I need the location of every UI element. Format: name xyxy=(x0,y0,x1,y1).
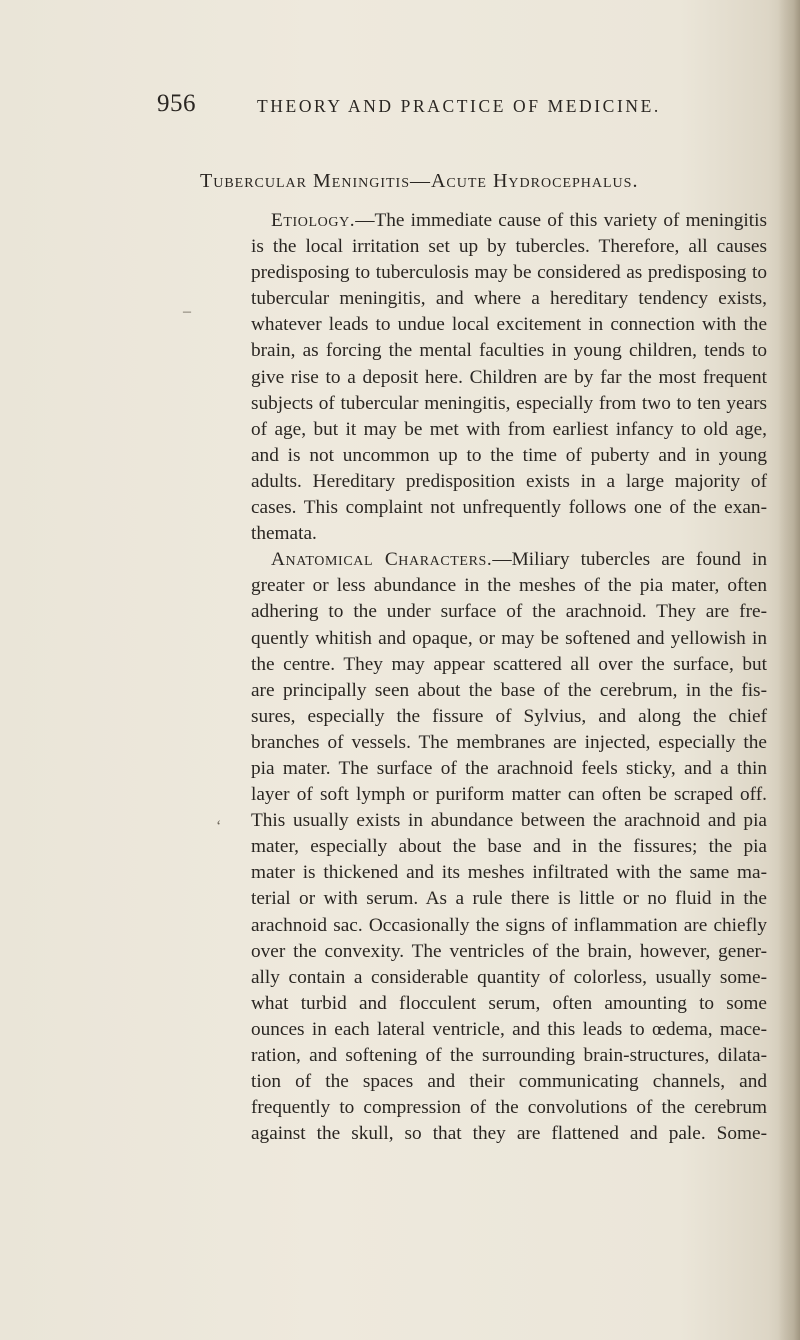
text-line: of age, but it may be met with from earliest infancy to old age, xyxy=(251,418,767,440)
body-text xyxy=(251,208,767,1147)
text-line: the centre. They may appear scattered all over the surface, but xyxy=(251,653,767,675)
text-line: cases. This complaint not unfrequently follows one of the exan- xyxy=(251,497,767,519)
text-line: is the local irritation set up by tubercles. Therefore, all causes xyxy=(251,236,767,258)
text-line: predisposing to tuberculosis may be considered as predisposing to xyxy=(251,262,767,284)
text-line: tubercular meningitis, and where a hereditary tendency exists, xyxy=(251,288,767,310)
text-line: frequently to compression of the convolutions of the cerebrum xyxy=(251,1097,767,1119)
text-line: mater is thickened and its meshes infiltrated with the same ma- xyxy=(251,862,767,884)
text-line: ounces in each lateral ventricle, and this leads to œdema, mace- xyxy=(251,1018,767,1040)
margin-mark: – xyxy=(183,303,191,320)
page-number: 956 xyxy=(157,90,196,117)
text-line: and is not uncommon up to the time of puberty and in young xyxy=(251,444,767,466)
page-edge-shadow xyxy=(778,0,800,1340)
text-line: greater or less abundance in the meshes of the pia mater, often xyxy=(251,575,767,597)
text-line: arachnoid sac. Occasionally the signs of inflammation are chiefly xyxy=(251,914,767,936)
text-line: mater, especially about the base and in the fissures; the pia xyxy=(251,836,767,858)
text-line: ration, and softening of the surrounding brain-structures, dilata- xyxy=(251,1045,767,1066)
text-line: This usually exists in abundance between the arachnoid and pia xyxy=(251,810,767,832)
paragraph-heading-anatomical-characters: Anatomical Characters. xyxy=(271,549,493,571)
text-line: ally contain a considerable quantity of colorless, usually some- xyxy=(251,966,767,988)
text-line: over the convexity. The ventricles of the brain, however, gener- xyxy=(251,940,767,962)
text-line: Etiology.—The immediate cause of this variety of meningitis xyxy=(271,210,767,231)
text-line: adults. Hereditary predisposition exists in a large majority of xyxy=(251,470,767,492)
margin-mark: ‘ xyxy=(216,818,222,835)
text-line: quently whitish and opaque, or may be softened and yellowish in xyxy=(251,627,767,649)
text-line: tion of the spaces and their communicating channels, and xyxy=(251,1071,767,1093)
text-line: subjects of tubercular meningitis, especially from two to ten years xyxy=(251,392,767,414)
text-line: sures, especially the fissure of Sylvius, and along the chief xyxy=(251,705,767,727)
text-line: against the skull, so that they are flattened and pale. Some- xyxy=(251,1123,767,1145)
text-line: themata. xyxy=(251,523,317,545)
text-line: are principally seen about the base of the cerebrum, in the fis- xyxy=(251,679,767,701)
section-title: Tubercular Meningitis—Acute Hydrocephalus. xyxy=(200,170,639,192)
text-line: what turbid and flocculent serum, often amounting to some xyxy=(251,992,767,1014)
text-line: whatever leads to undue local excitement in connection with the xyxy=(251,314,767,336)
text-line: brain, as forcing the mental faculties in young children, tends to xyxy=(251,340,767,362)
text-line: give rise to a deposit here. Children are by far the most frequent xyxy=(251,366,767,388)
paragraph-heading-etiology: Etiology. xyxy=(271,210,356,231)
text-line: branches of vessels. The membranes are injected, especially the xyxy=(251,731,767,753)
running-head: THEORY AND PRACTICE OF MEDICINE. xyxy=(257,96,661,116)
text-line: pia mater. The surface of the arachnoid feels sticky, and a thin xyxy=(251,757,767,779)
text-line: terial or with serum. As a rule there is little or no fluid in the xyxy=(251,888,767,910)
text-line: Anatomical Characters.—Miliary tubercles are found in xyxy=(271,549,767,571)
text-line: adhering to the under surface of the arachnoid. They are fre- xyxy=(251,601,767,623)
text-line: layer of soft lymph or puriform matter can often be scraped off. xyxy=(251,784,767,806)
